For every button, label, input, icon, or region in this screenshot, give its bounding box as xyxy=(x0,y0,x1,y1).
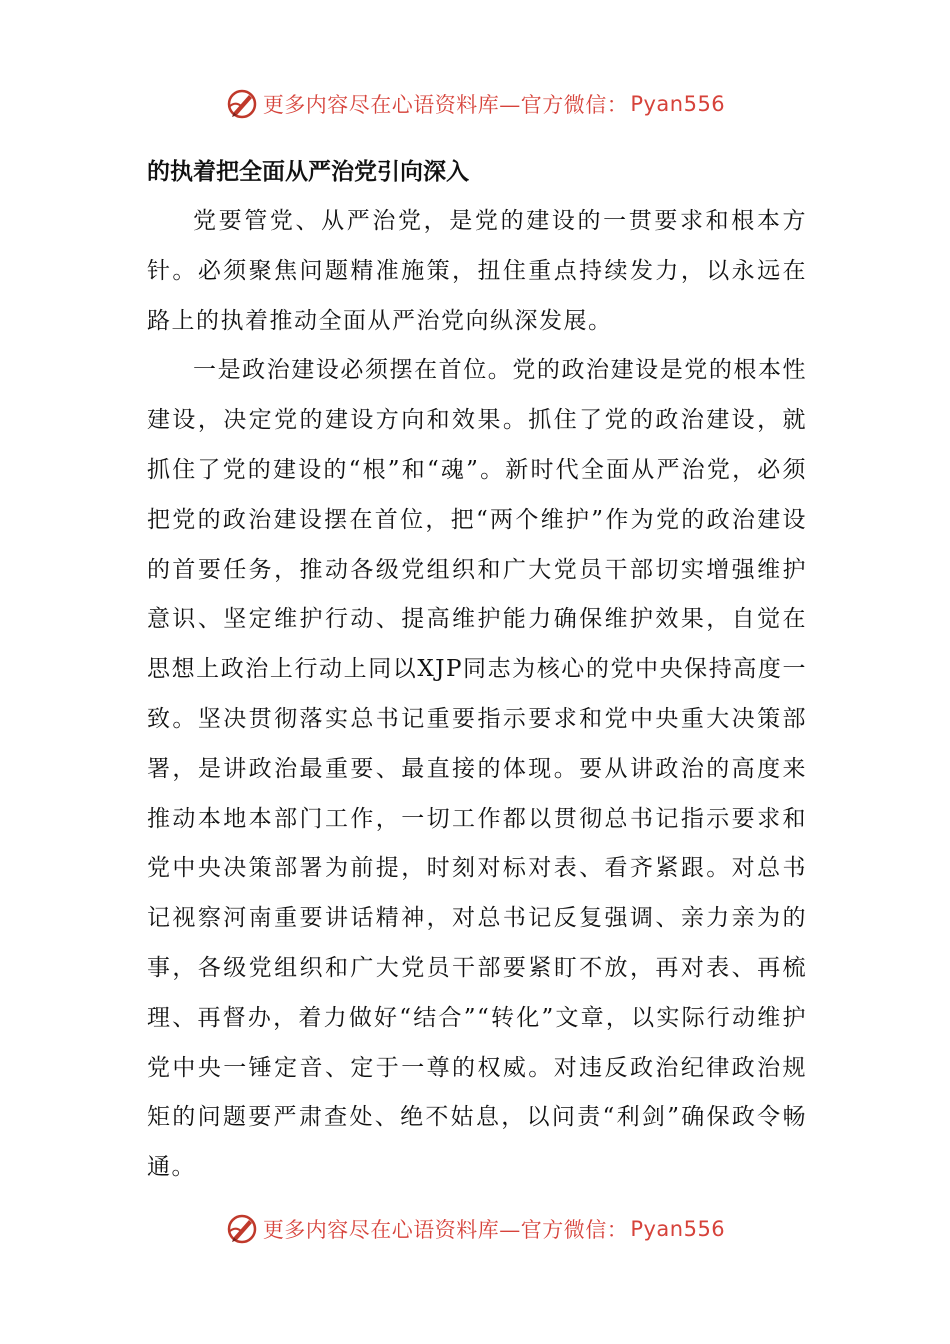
header-watermark xyxy=(0,84,950,124)
watermark-text: 更多内容尽在心语资料库—官方微信： xyxy=(262,1218,629,1242)
footer-watermark xyxy=(0,1209,950,1249)
pen-circle-logo-icon xyxy=(225,1212,259,1246)
section-heading: 的执着把全面从严治党引向深入 xyxy=(147,159,469,185)
watermark-handle: Pyan556 xyxy=(630,92,726,116)
paragraph-political-building: 一是政治建设必须摆在首位。党的政治建设是党的根本性建设，决定党的建设方向和效果。抓住了党的政治建设，就抓住了党的建设的“根”和“魂”。新时代全面从严治党，必须把党的政治建设摆在首位，把“两个维护”作为党的政治建设的首要任务，推动各级党组织和广大党员干部切实增强维护意识、坚定维护行动、提高维护能力确保维护效果，自觉在思想上政治上行动上同以XJP同志为核心的党中央保持高度一致。坚决贯彻落实总书记重要指示要求和党中央重大决策部署，是讲政治最重要、最直接的体现。要从讲政治的高度来推动本地本部门工作，一切工作都以贯彻总书记指示要求和党中央决策部署为前提，时刻对标对表、看齐紧跟。对总书记视察河南重要讲话精神，对总书记反复强调、亲力亲为的事，各级党组织和广大党员干部要紧盯不放，再对表、再梳理、再督办，着力做好“结合”“转化”文章，以实际行动维护党中央一锤定音、定于一尊的权威。对违反政治纪律政治规矩的问题要严肃查处、绝不姑息，以问责“利剑”确保政令畅通。 xyxy=(147,357,807,1181)
document-body xyxy=(147,197,807,1193)
pen-circle-logo-icon xyxy=(225,87,259,121)
paragraph-intro: 党要管党、从严治党，是党的建设的一贯要求和根本方针。必须聚焦问题精准施策，扭住重点持续发力，以永远在路上的执着推动全面从严治党向纵深发展。 xyxy=(147,208,807,334)
watermark-handle: Pyan556 xyxy=(630,1217,726,1241)
watermark-text: 更多内容尽在心语资料库—官方微信： xyxy=(262,93,629,117)
